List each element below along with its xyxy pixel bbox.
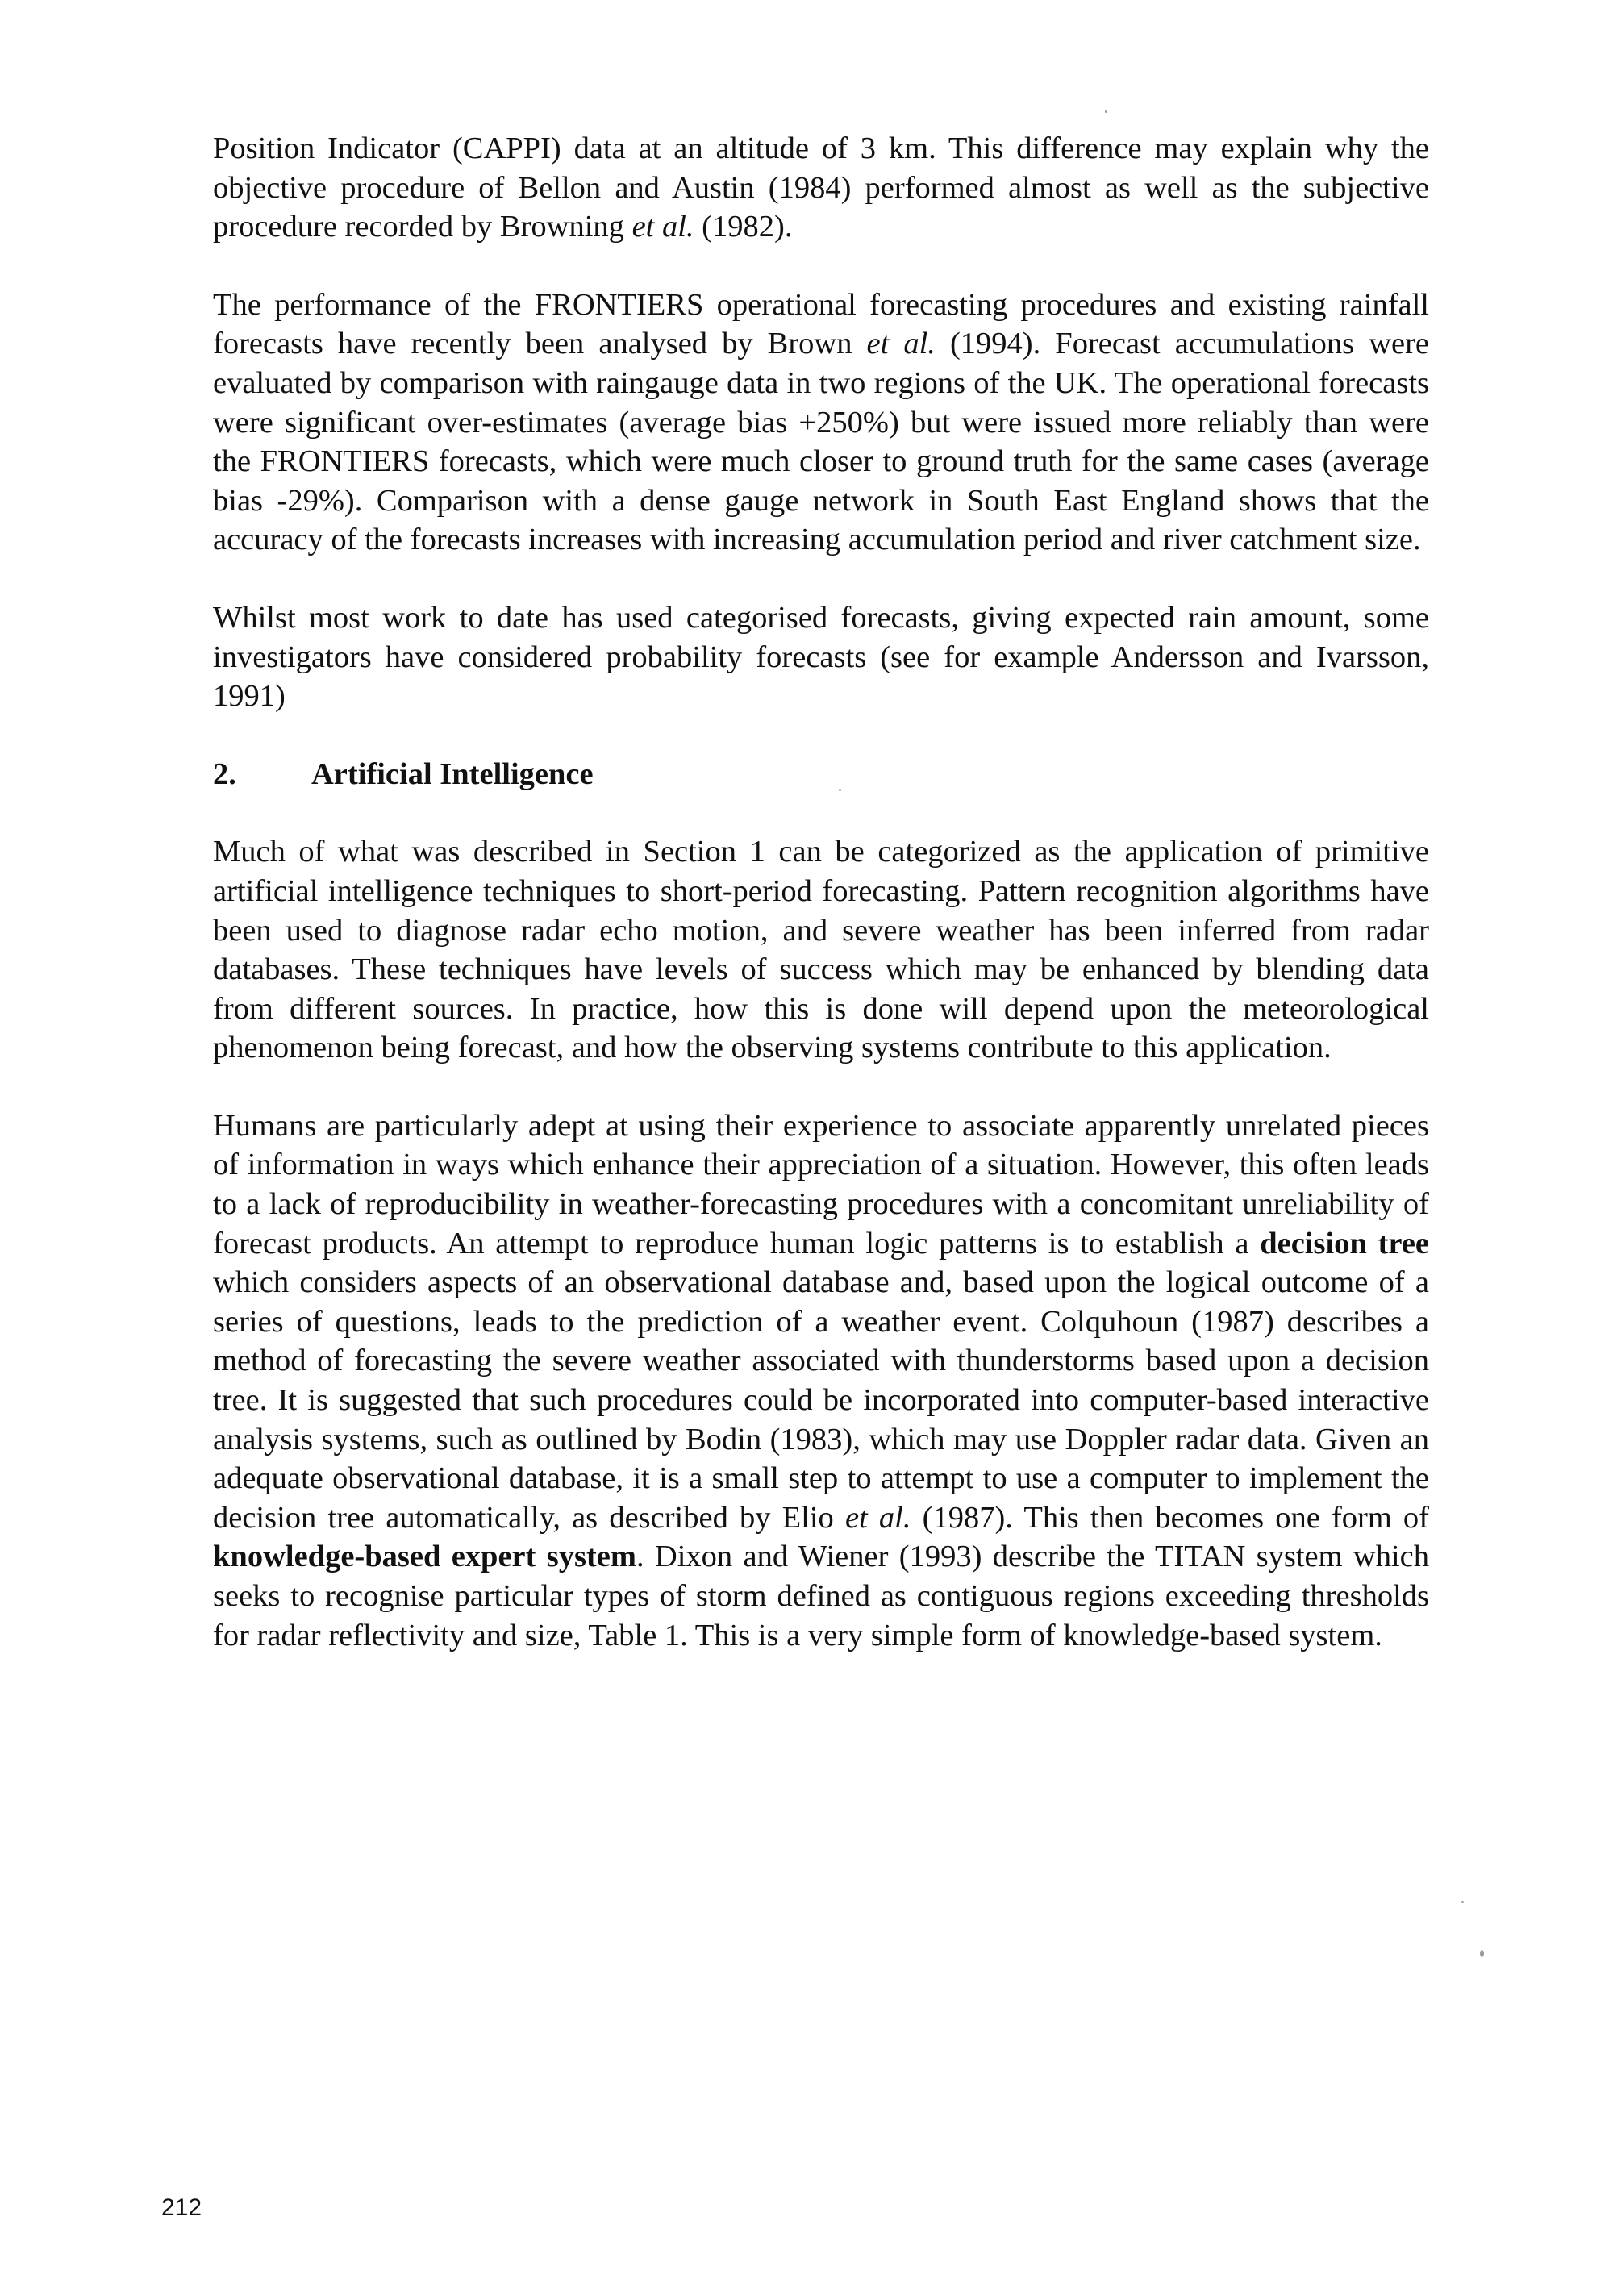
- text-segment: Humans are particularly adept at using their experience to associate apparently unrelated pieces of information in ways which enhance their appreciation of a situation. However, this often leads to a lack of reproducibility in weather-forecasting procedures with a concomitant unreliability of forecast products. An attempt to reproduce human logic patterns is to establish a: [213, 1108, 1429, 1261]
- scan-speck: [839, 789, 841, 791]
- paragraph-cappi-note: [213, 129, 1429, 247]
- term-decision-tree: decision tree: [1260, 1226, 1429, 1261]
- section-number: 2.: [213, 756, 236, 791]
- paragraph-decision-tree: [213, 1106, 1429, 1655]
- citation-et-al: et al.: [866, 327, 936, 361]
- citation-et-al: et al.: [844, 1500, 911, 1535]
- text-segment: (1987). This then becomes one form of: [911, 1500, 1430, 1535]
- text-segment: Position Indicator (CAPPI) data at an altitude of 3 km. This difference may explain why the objective procedure of Bellon and Austin (1984) performed almost as well as the subjective procedure recorded by Browning: [213, 131, 1429, 244]
- text-segment: The performance of the FRONTIERS operational forecasting procedures and existing rainfall forecasts have recently been analysed by Brown: [213, 287, 1429, 361]
- page-body: [213, 129, 1429, 1694]
- page-number: 212: [161, 2194, 202, 2221]
- section-heading: [213, 755, 1429, 794]
- text-segment: Much of what was described in Section 1 can be categorized as the application of primitive artificial intelligence techniques to short-period forecasting. Pattern recognition algorithms have been used to diagnose radar echo motion, and severe weather has been inferred from radar databases. These techniques have levels of success which may be enhanced by blending data from different sources. In practice, how this is done will depend upon the meteorological phenomenon being forecast, and how the observing systems contribute to this application.: [213, 835, 1429, 1065]
- text-segment: Whilst most work to date has used categorised forecasts, giving expected rain amount, some investigators have considered probability forecasts (see for example Andersson and Ivarsson, 1991): [213, 600, 1429, 714]
- paragraph-probability-forecasts: [213, 598, 1429, 716]
- term-knowledge-based-expert-system: knowledge-based expert system: [213, 1540, 636, 1574]
- scan-speck: [1461, 1901, 1464, 1903]
- scan-speck: [1105, 110, 1107, 113]
- text-segment: (1994). Forecast accumulations were evaluated by comparison with raingauge data in two regions of the UK. The operational forecasts were significant over-estimates (average bias +250%) but were issued more reliably than were the FRONTIERS forecasts, which were much closer to ground truth for the same cases (average bias -29%). Comparison with a dense gauge network in South East England shows that the accuracy of the forecasts increases with increasing accumulation period and river catchment size.: [213, 327, 1430, 557]
- text-segment: which considers aspects of an observational database and, based upon the logical outcome of a series of questions, leads to the prediction of a weather event. Colquhoun (1987) describes a method of forecasting the severe weather associated with thunderstorms based upon a decision tree. It is suggested that such procedures could be incorporated into computer-based interactive analysis systems, such as outlined by Bodin (1983), which may use Doppler radar data. Given an adequate observational database, it is a small step to attempt to use a computer to implement the decision tree automatically, as described by Elio: [213, 1265, 1429, 1535]
- paragraph-frontiers-performance: [213, 285, 1429, 560]
- citation-et-al: et al.: [631, 210, 694, 244]
- paragraph-primitive-ai: [213, 832, 1429, 1068]
- text-segment: (1982).: [694, 210, 793, 244]
- text-segment: . Dixon and Wiener (1993) describe the TITAN system which seeks to recognise particular types of storm defined as contiguous regions exceeding thresholds for radar reflectivity and size, Table 1. This is a very simple form of knowledge-based system.: [213, 1540, 1429, 1652]
- scan-speck: [1480, 1950, 1484, 1957]
- section-title: Artificial Intelligence: [311, 756, 594, 791]
